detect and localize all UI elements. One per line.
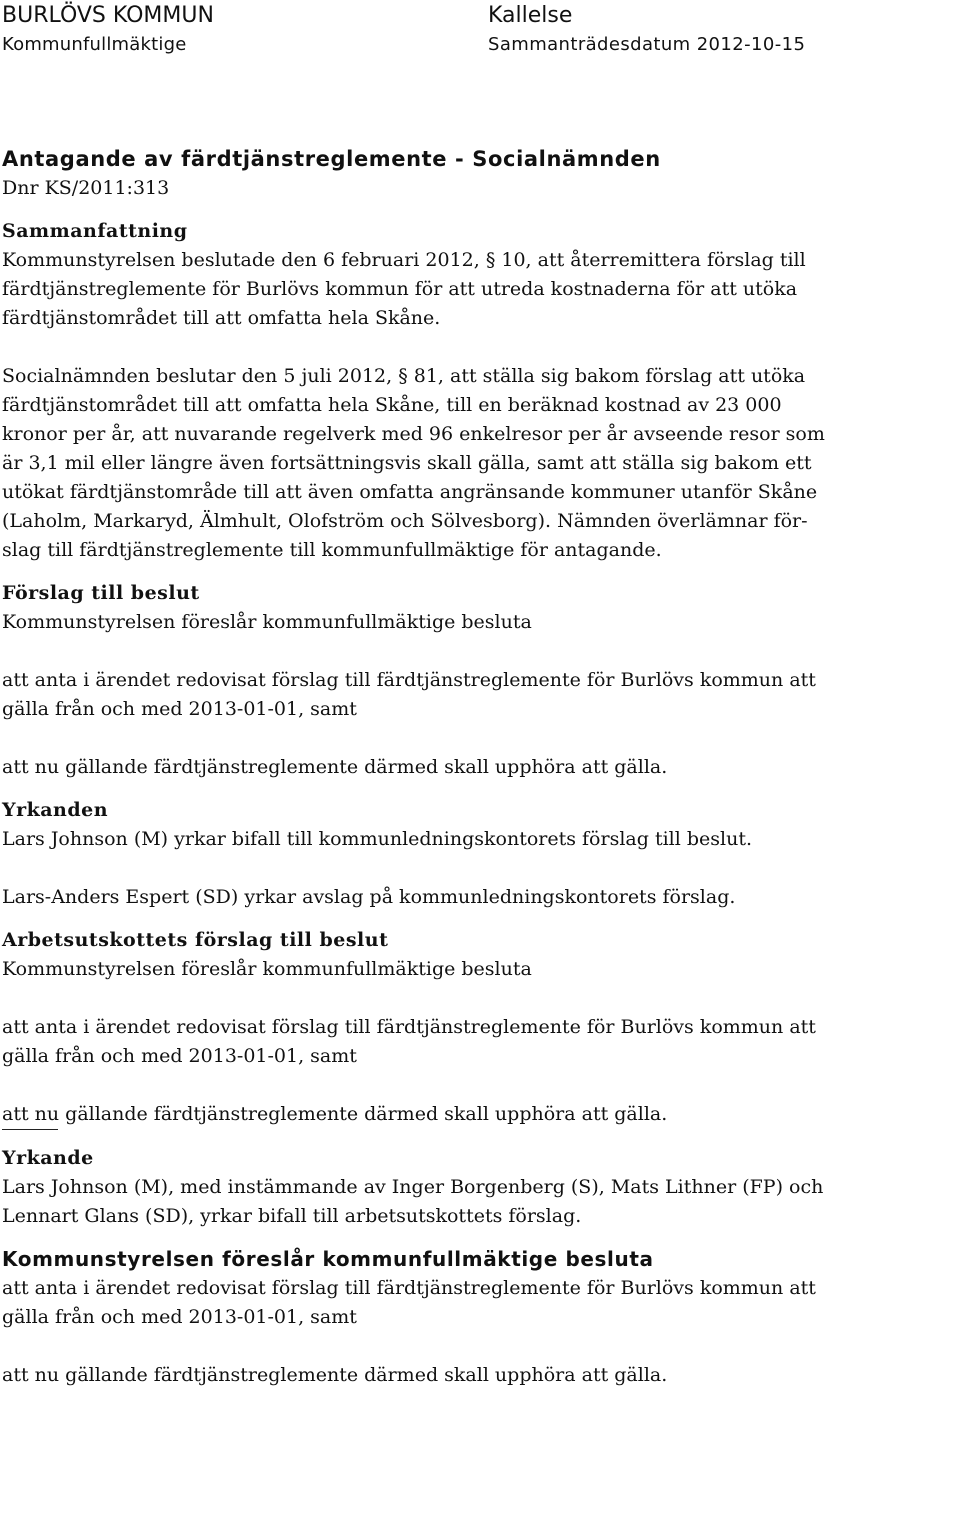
summary-paragraph-2: Socialnämnden beslutar den 5 juli 2012, § 81, att ställa sig bakom förslag att utöka färdtjänstområdet till att omfatta hela Skåne, till en beräknad kostnad av 23 000 kronor per år, att nuvarande regelverk med 96 enkelresor per år avseende resor som är 3,1 mil eller längre även fortsättningsvis skall gälla, samt att ställa sig bakom ett utökat färdtjänstområde till att även omfatta angränsande kommuner utanför Skåne (Laholm, Markaryd, Älmhult, Olofström och Sölvesborg). Nämnden överlämnar för- slag till färdtjänstreglemente till kommunfullmäktige för antagande. (2, 365, 825, 561)
motion-2: Lars-Anders Espert (SD) yrkar avslag på kommunledningskontorets förslag. (2, 886, 736, 908)
summary-heading: Sammanfattning (2, 220, 188, 242)
document-body (2, 144, 958, 1390)
spacer (2, 724, 958, 753)
spacer (2, 637, 958, 666)
motion-heading: Yrkande (2, 1147, 94, 1169)
proposal-intro: Kommunstyrelsen föreslår kommunfullmäktige besluta (2, 611, 532, 633)
meeting-date: Sammanträdesdatum 2012-10-15 (488, 34, 806, 55)
spacer (2, 565, 958, 579)
spacer (2, 333, 958, 362)
item-dnr: Dnr KS/2011:313 (2, 177, 170, 199)
spacer (2, 203, 958, 217)
proposal-heading: Förslag till beslut (2, 582, 200, 604)
final-proposal-clause-2: att nu gällande färdtjänstreglemente därmed skall upphöra att gälla. (2, 1364, 668, 1386)
proposal-clause-2: att nu gällande färdtjänstreglemente därmed skall upphöra att gälla. (2, 756, 668, 778)
summary-paragraph-1: Kommunstyrelsen beslutade den 6 februari 2012, § 10, att återremittera förslag till färdtjänstreglemente för Burlövs kommun för att utreda kostnaderna för att utöka färdtjänstområdet till att omfatta hela Skåne. (2, 249, 806, 329)
document-type: Kallelse (488, 3, 573, 28)
committee-proposal-heading: Arbetsutskottets förslag till beslut (2, 929, 389, 951)
final-proposal-heading: Kommunstyrelsen föreslår kommunfullmäktige besluta (2, 1247, 654, 1271)
committee-proposal-intro: Kommunstyrelsen föreslår kommunfullmäktige besluta (2, 958, 532, 980)
motions-heading: Yrkanden (2, 799, 109, 821)
motion-text: Lars Johnson (M), med instämmande av Inger Borgenberg (S), Mats Lithner (FP) och Lennart Glans (SD), yrkar bifall till arbetsutskottets förslag. (2, 1176, 824, 1227)
spacer (2, 1231, 958, 1245)
spacer (2, 782, 958, 796)
committee-proposal-clause-1: att anta i ärendet redovisat förslag till färdtjänstreglemente för Burlövs kommun att gälla från och med 2013-01-01, samt (2, 1016, 816, 1067)
spacer (2, 1332, 958, 1361)
proposal-clause-1: att anta i ärendet redovisat förslag till färdtjänstreglemente för Burlövs kommun att gälla från och med 2013-01-01, samt (2, 669, 816, 720)
motion-1: Lars Johnson (M) yrkar bifall till kommunledningskontorets förslag till beslut. (2, 828, 752, 850)
page-header (0, 0, 960, 60)
organisation-name: BURLÖVS KOMMUN (2, 3, 214, 28)
committee-proposal-clause-2: att nu gällande färdtjänstreglemente därmed skall upphöra att gälla. (2, 1103, 668, 1125)
spacer (2, 1130, 958, 1144)
item-title: Antagande av färdtjänstreglemente - Socialnämnden (2, 147, 661, 171)
final-proposal-clause-1: att anta i ärendet redovisat förslag till färdtjänstreglemente för Burlövs kommun att gälla från och med 2013-01-01, samt (2, 1277, 816, 1328)
body-name: Kommunfullmäktige (2, 34, 187, 55)
spacer (2, 1071, 958, 1100)
spacer (2, 854, 958, 883)
spacer (2, 912, 958, 926)
spacer (2, 984, 958, 1013)
